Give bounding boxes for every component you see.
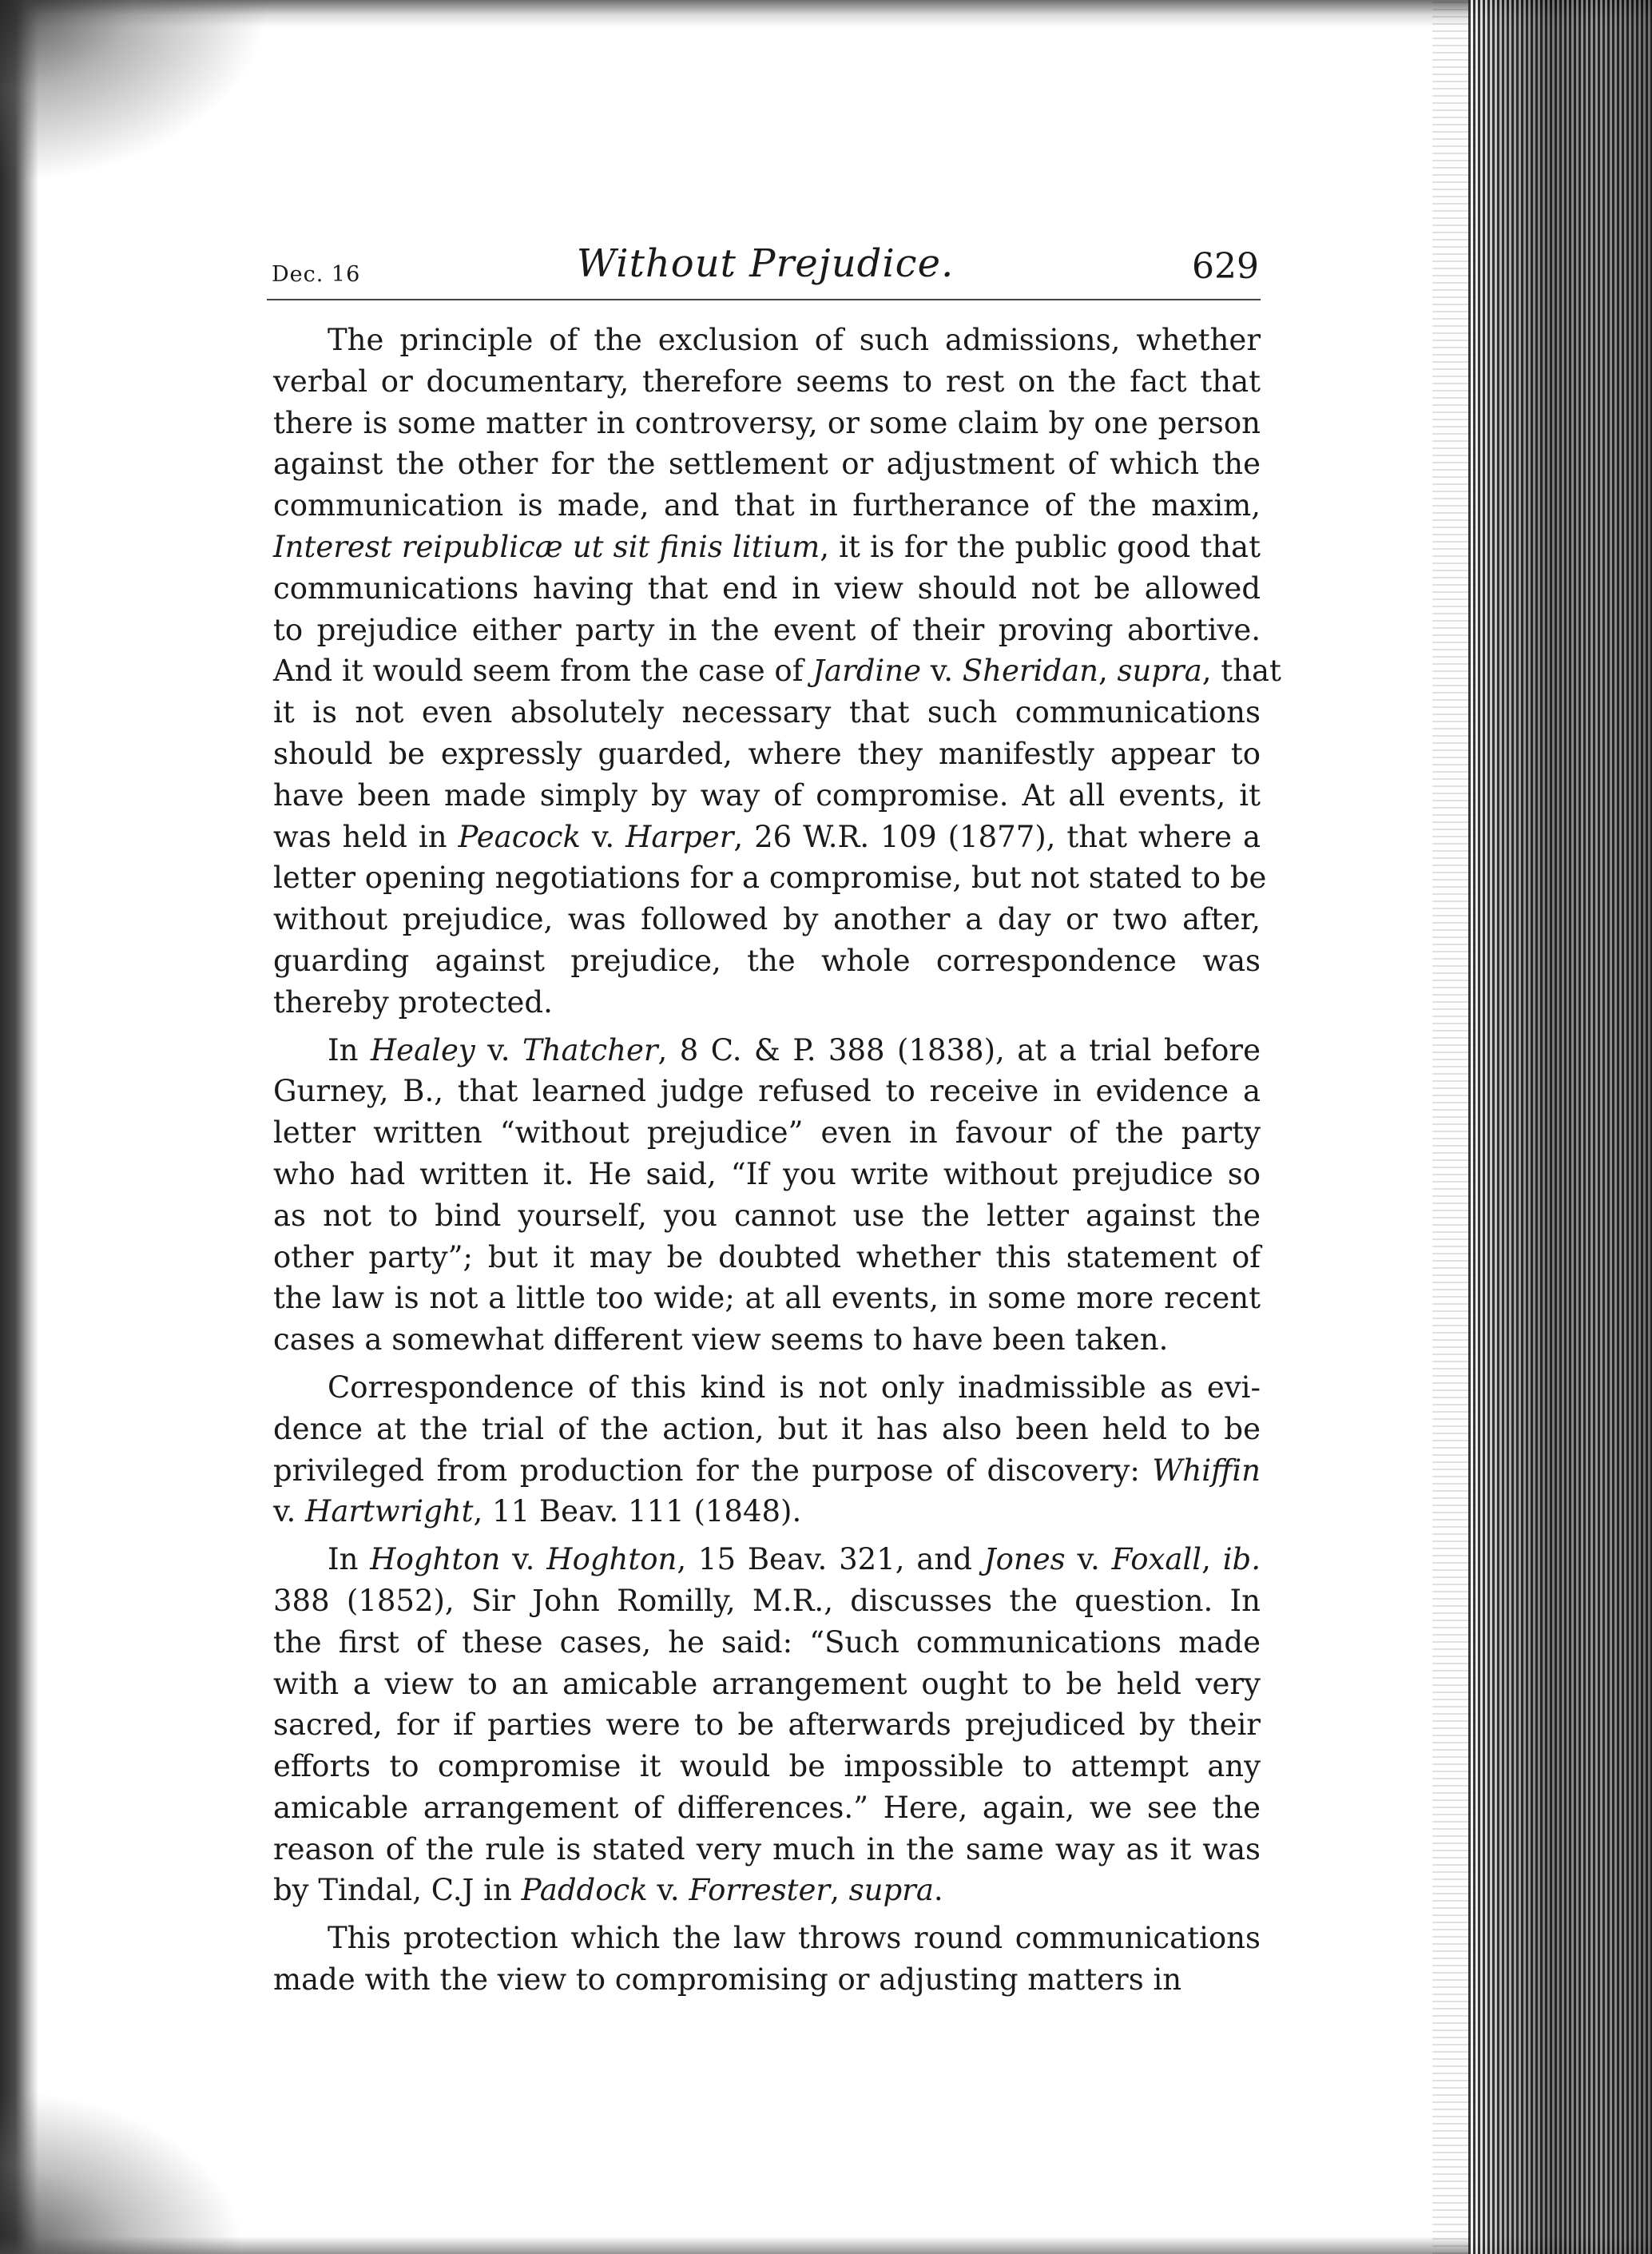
paragraph-4 <box>273 1539 1261 1911</box>
text-line: In Hoghton v. Hoghton, 15 Beav. 321, and Jones v. Foxall, ib. <box>328 1542 1261 1577</box>
paragraph-5 <box>273 1918 1261 2001</box>
text-line: thereby protected. <box>273 984 553 1020</box>
body-text <box>273 320 1281 2001</box>
text-line: the law is not a little too wide; at all events, in some more recent <box>273 1281 1261 1316</box>
text-line: have been made simply by way of compromise. At all events, it <box>273 777 1261 813</box>
text-line: dence at the trial of the action, but it has also been held to be <box>273 1411 1261 1446</box>
text-line: should be expressly guarded, where they manifestly appear to <box>273 736 1261 771</box>
text-line: cases a somewhat different view seems to have been taken. <box>273 1322 1169 1358</box>
text-line: verbal or documentary, therefore seems to rest on the fact that <box>273 364 1261 399</box>
scan-shadow-top-left <box>0 0 272 184</box>
text-line: guarding against prejudice, the whole correspondence was <box>273 943 1261 978</box>
text-line: by Tindal, C.J in Paddock v. Forrester, supra. <box>273 1873 943 1908</box>
text-line: communications having that end in view should not be allowed <box>273 570 1261 606</box>
header-title: Without Prejudice. <box>576 241 955 286</box>
text-line: letter opening negotiations for a compromise, but not stated to be <box>273 861 1267 896</box>
paragraph-3 <box>273 1367 1261 1532</box>
scan-edge-bottom <box>0 2236 1652 2254</box>
scan-shadow-bottom-left <box>0 2094 240 2254</box>
scan-edge-right <box>1468 0 1652 2254</box>
text-line: the first of these cases, he said: “Such communications made <box>273 1624 1261 1660</box>
text-line: Gurney, B., that learned judge refused to receive in evidence a <box>273 1074 1261 1109</box>
text-line: communication is made, and that in furtherance of the maxim, <box>273 488 1261 523</box>
text-line: without prejudice, was followed by another a day or two after, <box>273 902 1261 937</box>
text-line: amicable arrangement of differences.” Here, again, we see the <box>273 1790 1261 1825</box>
header-date: Dec. 16 <box>272 262 361 287</box>
text-line: as not to bind yourself, you cannot use the letter against the <box>273 1198 1261 1233</box>
page-number: 629 <box>1192 246 1259 287</box>
scan-edge-left <box>0 0 38 2254</box>
text-line: other party”; but it may be doubted whether this statement of <box>273 1239 1261 1274</box>
text-line: The principle of the exclusion of such admissions, whether <box>328 323 1261 357</box>
text-line: who had written it. He said, “If you write without prejudice so <box>273 1156 1261 1191</box>
paragraph-2 <box>273 1030 1261 1361</box>
text-line: Correspondence of this kind is not only inadmissible as evi- <box>328 1369 1261 1405</box>
text-line: sacred, for if parties were to be afterwards prejudiced by their <box>273 1707 1261 1743</box>
text-line: to prejudice either party in the event of their proving abortive. <box>273 612 1261 647</box>
text-line: 388 (1852), Sir John Romilly, M.R., discusses the question. In <box>273 1583 1261 1618</box>
text-line: privileged from production for the purpose of discovery: Whiffin <box>273 1453 1261 1488</box>
text-line: with a view to an amicable arrangement ought to be held very <box>273 1666 1261 1701</box>
running-header <box>272 238 1259 294</box>
text-line: against the other for the settlement or adjustment of which the <box>273 447 1261 482</box>
text-line: letter written “without prejudice” even in favour of the party <box>273 1115 1261 1151</box>
text-line: it is not even absolutely necessary that such communications <box>273 695 1261 730</box>
text-line: efforts to compromise it would be impossible to attempt any <box>273 1749 1261 1784</box>
text-line: there is some matter in controversy, or some claim by one person <box>273 405 1261 440</box>
text-line: made with the view to compromising or adjusting matters in <box>273 1962 1182 1998</box>
text-line: v. Hartwright, 11 Beav. 111 (1848). <box>273 1494 802 1529</box>
text-line: reason of the rule is stated very much in the same way as it was <box>273 1831 1261 1866</box>
text-line: Interest reipublicæ ut sit finis litium, it is for the public good that <box>273 529 1261 564</box>
header-rule <box>267 299 1261 300</box>
text-line: was held in Peacock v. Harper, 26 W.R. 109 (1877), that where a <box>273 819 1261 854</box>
text-line: In Healey v. Thatcher, 8 C. & P. 388 (1838), at a trial before <box>328 1032 1261 1067</box>
text-line: This protection which the law throws round communications <box>328 1921 1261 1956</box>
text-line: And it would seem from the case of Jardine v. Sheridan, supra, that <box>273 654 1281 689</box>
paragraph-1 <box>273 320 1281 1024</box>
